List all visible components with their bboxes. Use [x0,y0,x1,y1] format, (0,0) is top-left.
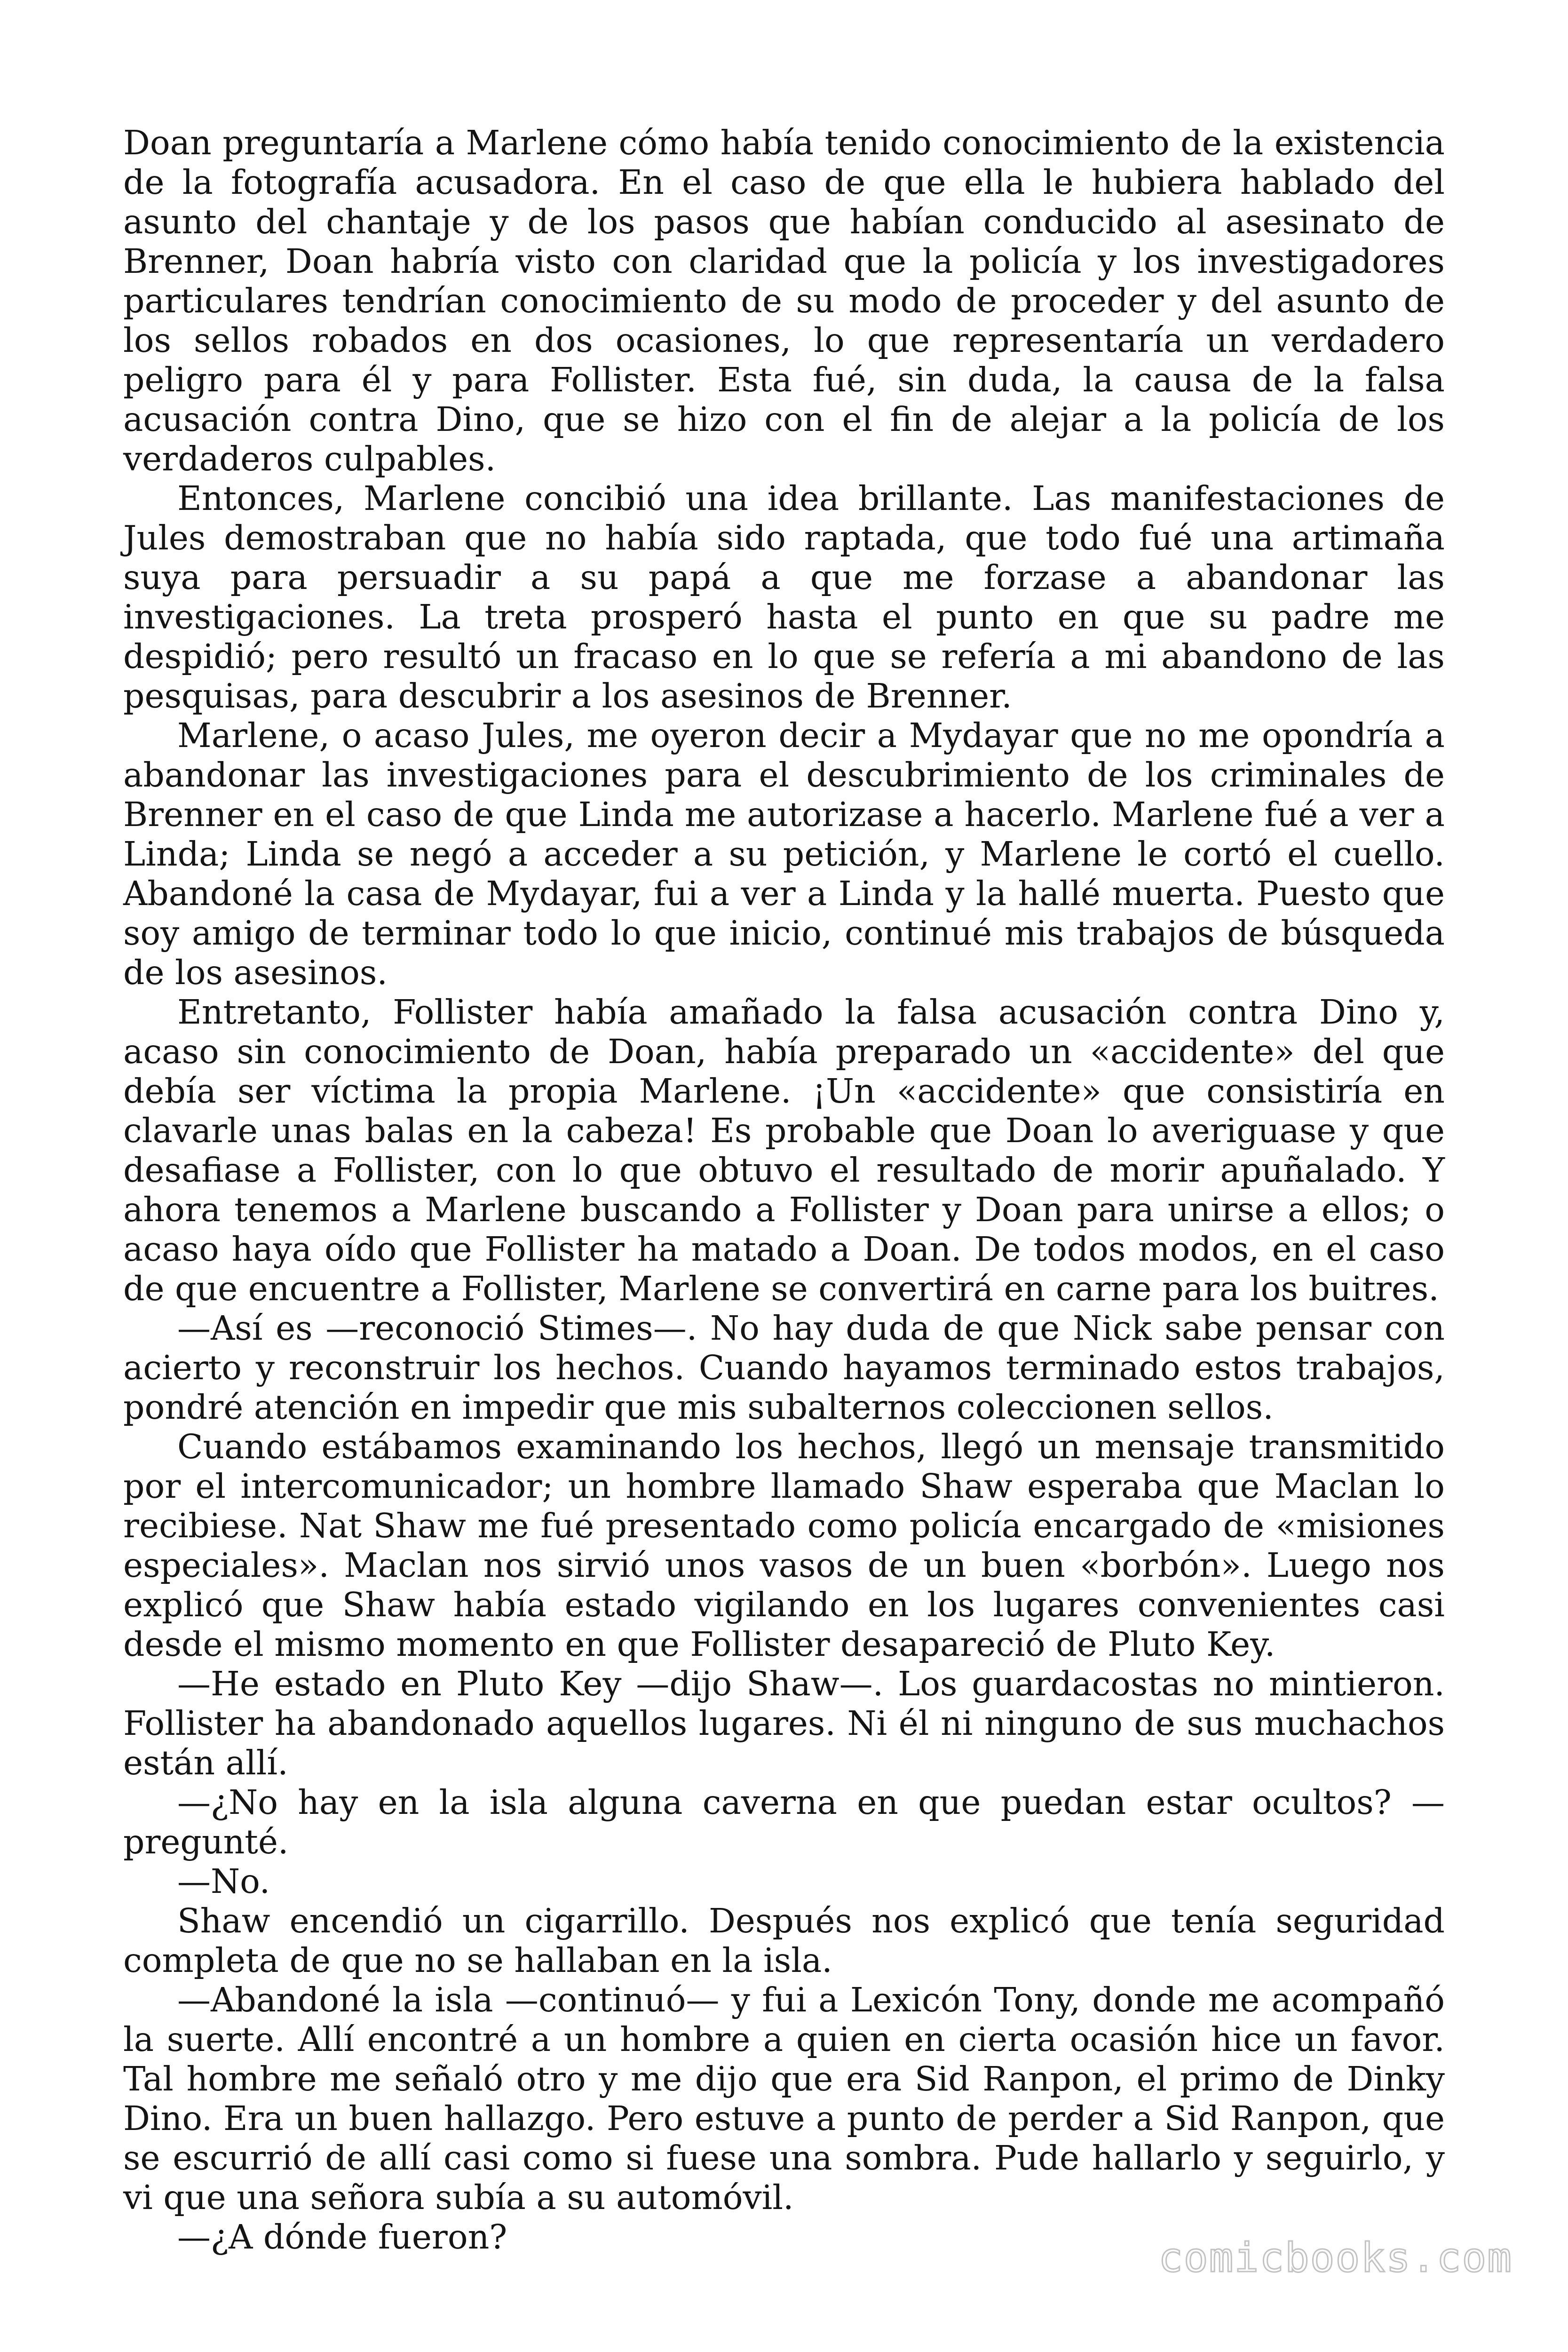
paragraph: Marlene, o acaso Jules, me oyeron decir a Mydayar que no me opondría a abandonar las investigaciones para el descubrimiento de los criminales de Brenner en el caso de que Linda me autorizase a hacerlo. Marlene fué a ver a Linda; Linda se negó a acceder a su petición, y Marlene le cortó el cuello. Abandoné la casa de Mydayar, fui a ver a Linda y la hallé muerta. Puesto que soy amigo de terminar todo lo que inicio, continué mis trabajos de búsqueda de los asesinos. [123,716,1445,992]
paragraph: —Así es —reconoció Stimes—. No hay duda de que Nick sabe pensar con acierto y reconstruir los hechos. Cuando hayamos terminado estos trabajos, pondré atención en impedir que mis subalternos coleccionen sellos. [123,1309,1445,1427]
paragraph: —He estado en Pluto Key —dijo Shaw—. Los guardacostas no mintieron. Follister ha abandonado aquellos lugares. Ni él ni ninguno de sus muchachos están allí. [123,1664,1445,1782]
watermark: comicbooks.com [1158,2234,1513,2281]
paragraph: —No. [177,1862,270,1901]
paragraph: —¿A dónde fueron? [177,2217,507,2257]
paragraph: Doan preguntaría a Marlene cómo había tenido conocimiento de la existencia de la fotografía acusadora. En el caso de que ella le hubiera hablado del asunto del chantaje y de los pasos que habían conducido al asesinato de Brenner, Doan habría visto con claridad que la policía y los investigadores particulares tendrían conocimiento de su modo de proceder y del asunto de los sellos robados en dos ocasiones, lo que representaría un verdadero peligro para él y para Follister. Esta fué, sin duda, la causa de la falsa acusación contra Dino, que se hizo con el fin de alejar a la policía de los verdaderos culpables. [123,123,1445,478]
paragraph: Shaw encendió un cigarrillo. Después nos explicó que tenía seguridad completa de que no se hallaban en la isla. [123,1901,1445,1980]
paragraph: —¿No hay en la isla alguna caverna en que puedan estar ocultos? —pregunté. [123,1783,1445,1861]
paragraph: Entretanto, Follister había amañado la falsa acusación contra Dino y, acaso sin conocimiento de Doan, había preparado un «accidente» del que debía ser víctima la propia Marlene. ¡Un «accidente» que consistiría en clavarle unas balas en la cabeza! Es probable que Doan lo averiguase y que desafiase a Follister, con lo que obtuvo el resultado de morir apuñalado. Y ahora tenemos a Marlene buscando a Follister y Doan para unirse a ellos; o acaso haya oído que Follister ha matado a Doan. De todos modos, en el caso de que encuentre a Follister, Marlene se convertirá en carne para los buitres. [123,993,1445,1308]
page-body [123,123,1445,2257]
paragraph: Entonces, Marlene concibió una idea brillante. Las manifestaciones de Jules demostraban que no había sido raptada, que todo fué una artimaña suya para persuadir a su papá a que me forzase a abandonar las investigaciones. La treta prosperó hasta el punto en que su padre me despidió; pero resultó un fracaso en lo que se refería a mi abandono de las pesquisas, para descubrir a los asesinos de Brenner. [123,479,1445,715]
paragraph: —Abandoné la isla —continuó— y fui a Lexicón Tony, donde me acompañó la suerte. Allí encontré a un hombre a quien en cierta ocasión hice un favor. Tal hombre me señaló otro y me dijo que era Sid Ranpon, el primo de Dinky Dino. Era un buen hallazgo. Pero estuve a punto de perder a Sid Ranpon, que se escurrió de allí casi como si fuese una sombra. Pude hallarlo y seguirlo, y vi que una señora subía a su automóvil. [123,1980,1445,2217]
paragraph: Cuando estábamos examinando los hechos, llegó un mensaje transmitido por el intercomunicador; un hombre llamado Shaw esperaba que Maclan lo recibiese. Nat Shaw me fué presentado como policía encargado de «misiones especiales». Maclan nos sirvió unos vasos de un buen «borbón». Luego nos explicó que Shaw había estado vigilando en los lugares convenientes casi desde el mismo momento en que Follister desapareció de Pluto Key. [123,1427,1445,1664]
